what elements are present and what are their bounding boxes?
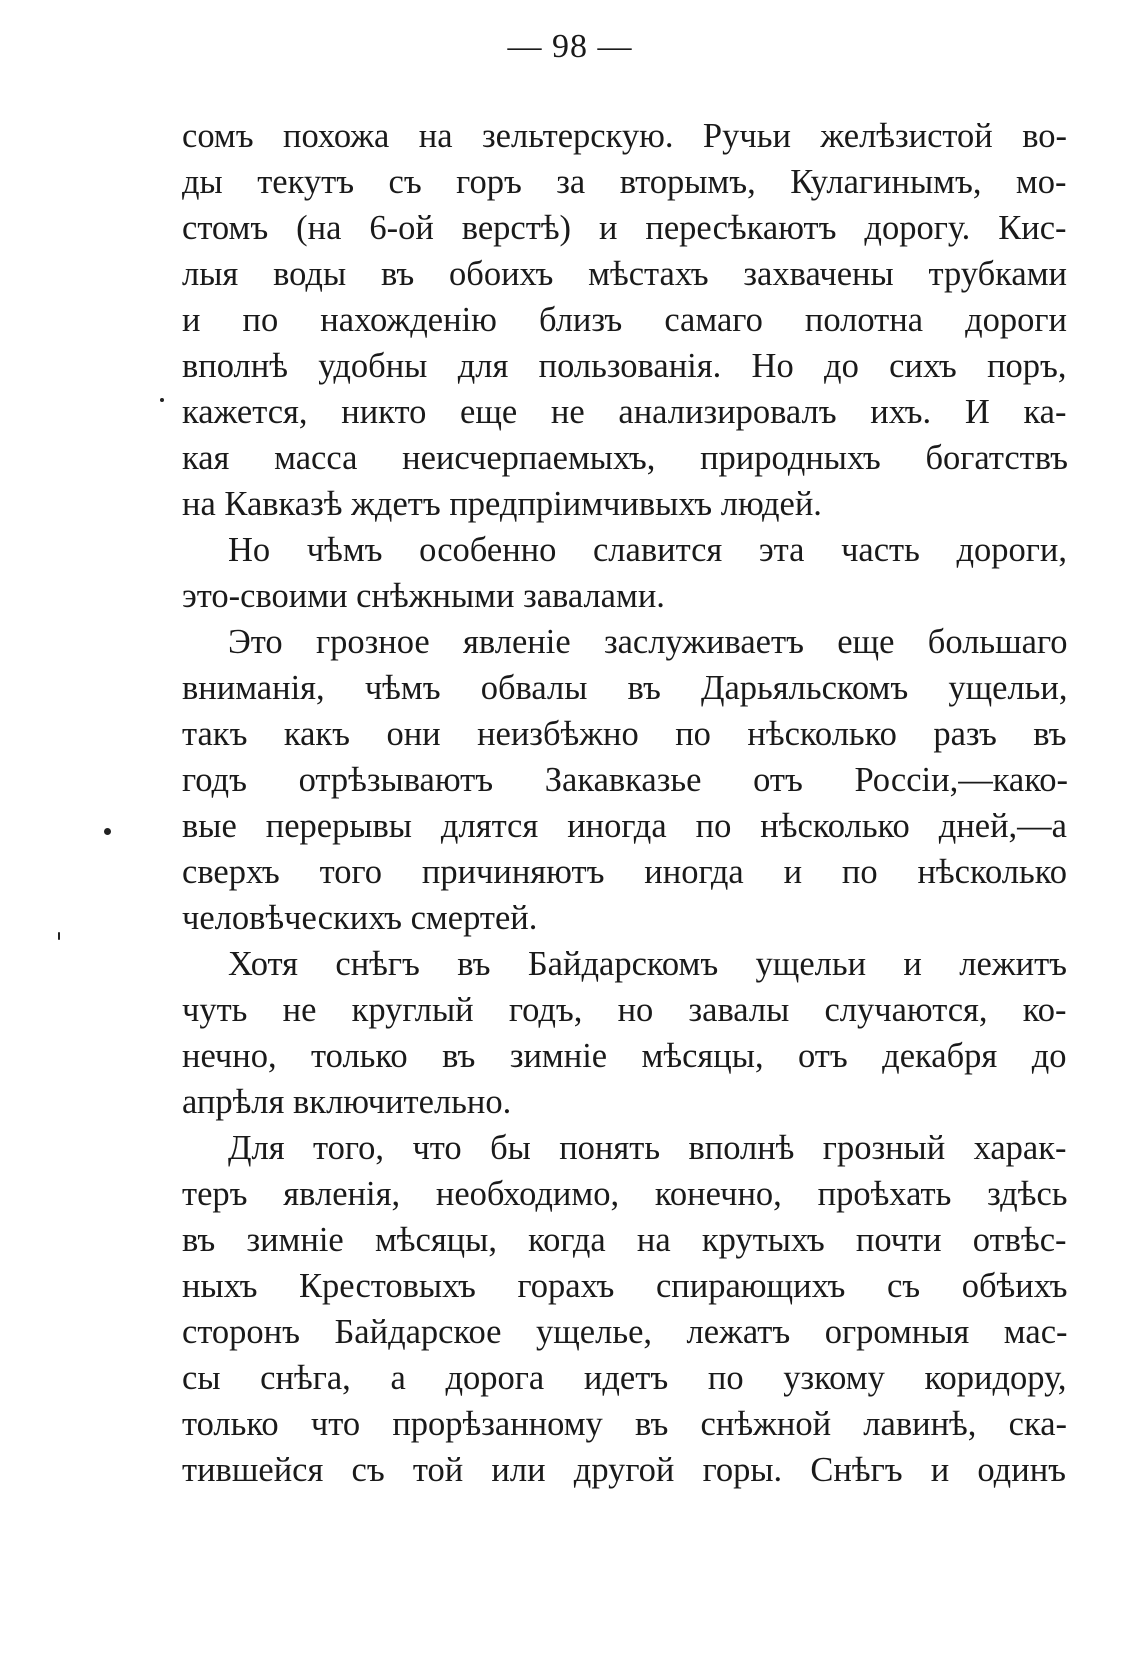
text-line: апрѣля включительно. — [182, 1083, 512, 1121]
text-line: въ зимніе мѣсяцы, когда на крутыхъ почти отвѣс- — [182, 1221, 1067, 1259]
text-line: человѣческихъ смертей. — [182, 899, 538, 937]
text-line: годъ отрѣзываютъ Закавказье отъ Россіи,—како- — [182, 761, 1068, 799]
text-line: Это грозное явленіе заслуживаетъ еще большаго — [228, 623, 1068, 661]
text-line: тившейся съ той или другой горы. Снѣгъ и одинъ — [182, 1451, 1066, 1489]
text-line: вполнѣ удобны для пользованія. Но до сихъ поръ, — [182, 347, 1067, 385]
text-line: сторонъ Байдарское ущелье, лежатъ огромныя мас- — [182, 1313, 1068, 1351]
text-line: сы снѣга, а дорога идетъ по узкому коридору, — [182, 1359, 1067, 1397]
text-line: только что прорѣзанному въ снѣжной лавинѣ, ска- — [182, 1405, 1067, 1443]
text-line: и по нахожденію близъ самаго полотна дороги — [182, 301, 1067, 339]
text-line: вниманія, чѣмъ обвалы въ Дарьяльскомъ ущельи, — [182, 669, 1068, 707]
ink-speck — [104, 828, 111, 835]
text-line: нечно, только въ зимніе мѣсяцы, отъ декабря до — [182, 1037, 1067, 1075]
text-line: вые перерывы длятся иногда по нѣсколько дней,—а — [182, 807, 1067, 845]
text-line: теръ явленія, необходимо, конечно, проѣхать здѣсь — [182, 1175, 1068, 1213]
text-line: на Кавказѣ ждетъ предпріимчивыхъ людей. — [182, 485, 822, 523]
body-text — [182, 113, 1070, 1493]
text-line: чуть не круглый годъ, но завалы случаются, ко- — [182, 991, 1067, 1029]
paragraph-2 — [182, 527, 1070, 619]
paragraph-4 — [182, 941, 1070, 1125]
text-line: лыя воды въ обоихъ мѣстахъ захвачены трубками — [182, 255, 1067, 293]
text-line: ды текутъ съ горъ за вторымъ, Кулагинымъ, мо- — [182, 163, 1067, 201]
ink-speck — [160, 398, 164, 402]
text-line: Для того, что бы понять вполнѣ грозный харак- — [228, 1129, 1067, 1167]
paragraph-5 — [182, 1125, 1070, 1493]
text-line: Но чѣмъ особенно славится эта часть дороги, — [228, 531, 1067, 569]
text-line: ныхъ Крестовыхъ горахъ спирающихъ съ обѣихъ — [182, 1267, 1068, 1305]
text-line: сомъ похожа на зельтерскую. Ручьи желѣзистой во- — [182, 117, 1067, 155]
text-line: сверхъ того причиняютъ иногда и по нѣсколько — [182, 853, 1067, 891]
paragraph-3 — [182, 619, 1070, 941]
text-line: Хотя снѣгъ въ Байдарскомъ ущельи и лежитъ — [228, 945, 1067, 983]
paragraph-1 — [182, 113, 1070, 527]
ink-speck — [58, 932, 60, 940]
text-line: это-своими снѣжными завалами. — [182, 577, 665, 615]
page-number: — 98 — — [507, 28, 633, 65]
text-line: кажется, никто еще не анализировалъ ихъ. И ка- — [182, 393, 1067, 431]
text-line: кая масса неисчерпаемыхъ, природныхъ богатствъ — [182, 439, 1068, 477]
text-line: такъ какъ они неизбѣжно по нѣсколько разъ въ — [182, 715, 1067, 753]
text-line: стомъ (на 6-ой верстѣ) и пересѣкаютъ дорогу. Кис- — [182, 209, 1067, 247]
